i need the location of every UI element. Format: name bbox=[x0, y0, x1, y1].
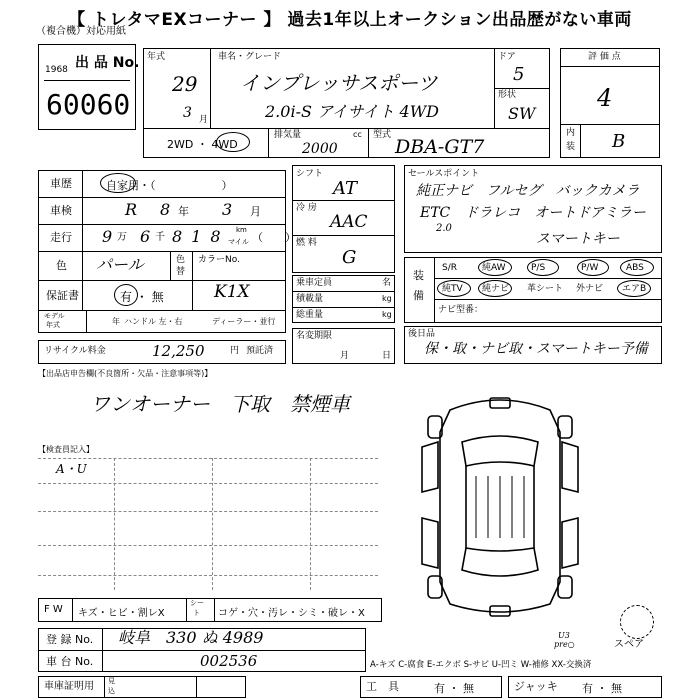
equip-pw-circle bbox=[577, 259, 609, 276]
equip-sr: S/R bbox=[442, 263, 457, 273]
equip-aw-circle bbox=[478, 259, 512, 276]
equip-tv-circle bbox=[437, 280, 471, 297]
history-label: 車歴 bbox=[50, 177, 72, 190]
sub-note: （複合機）対応用紙 bbox=[36, 26, 126, 37]
shape-value: SW bbox=[508, 104, 536, 123]
drive-circle bbox=[216, 132, 250, 152]
warranty-circle bbox=[114, 284, 138, 306]
equip-airbag-circle bbox=[617, 280, 651, 297]
color-label: 色 bbox=[56, 259, 67, 272]
name-change-unit: 月 bbox=[340, 351, 350, 361]
shift-label: シフト bbox=[296, 169, 324, 179]
interior-label-top: 内 bbox=[566, 128, 576, 138]
tools-label: 工 具 bbox=[366, 680, 399, 693]
inspection-era: R bbox=[125, 200, 138, 219]
model-code-label: 型式 bbox=[373, 130, 392, 140]
inspector-value: A・U bbox=[56, 462, 87, 476]
equip-leather: 革シート bbox=[527, 284, 564, 294]
grid-line bbox=[212, 458, 213, 590]
mileage-man-unit: 万 bbox=[117, 232, 127, 243]
warranty-none: 無 bbox=[151, 290, 164, 304]
damage-legend: A-キズ C-腐食 E-エクボ S-サビ U-凹ミ W-補修 XX-交換済 bbox=[370, 660, 592, 670]
sales-point-line2-note: 2.0 bbox=[436, 223, 452, 234]
equip-nav: 純ナビ bbox=[482, 284, 510, 294]
grid-line bbox=[38, 511, 378, 512]
mileage-bracket: （ ） bbox=[252, 231, 296, 244]
divider bbox=[38, 224, 286, 225]
inspection-year-unit: 年 bbox=[178, 205, 189, 218]
divider bbox=[72, 598, 73, 622]
inspection-month-unit: 月 bbox=[250, 205, 261, 218]
shift-value: AT bbox=[333, 178, 358, 199]
inspection-label: 車検 bbox=[50, 204, 72, 217]
divider bbox=[38, 650, 366, 651]
equip-ps-circle bbox=[527, 259, 559, 276]
load-label: 積載量 bbox=[296, 294, 324, 304]
divider bbox=[104, 676, 105, 698]
listing-no-label: 出 品 No. bbox=[75, 55, 140, 71]
inspector-label: 【検査員記入】 bbox=[38, 445, 94, 454]
color-value: パール bbox=[96, 255, 144, 274]
displacement-label: 排気量 bbox=[274, 130, 302, 140]
recycle-value: 12,250 bbox=[152, 342, 205, 360]
grid-line bbox=[38, 458, 378, 459]
capacity-label: 乗車定員 bbox=[296, 278, 333, 288]
gross-unit: kg bbox=[382, 310, 392, 319]
interior-value: B bbox=[612, 131, 626, 152]
divider bbox=[292, 307, 395, 308]
notes-label: 【出品店申告欄(不良箇所・欠品・注意事項等)】 bbox=[38, 369, 213, 378]
load-unit: kg bbox=[382, 294, 392, 303]
recycle-note: 預託済 bbox=[246, 346, 274, 356]
jack-label: ジャッキ bbox=[514, 680, 558, 693]
divider bbox=[292, 291, 395, 292]
door-label: ドア bbox=[498, 52, 516, 62]
listing-small-code: 1968 bbox=[45, 65, 68, 75]
divider bbox=[38, 280, 286, 281]
expiry-label2-bottom: 込 bbox=[108, 687, 115, 695]
name-change-unit2: 日 bbox=[382, 351, 392, 361]
tools-has: 有 bbox=[434, 682, 445, 695]
divider bbox=[434, 299, 662, 300]
handle-option: ハンドル 左・右 bbox=[124, 317, 183, 326]
divider bbox=[368, 128, 369, 158]
color-change-label-bottom: 替 bbox=[176, 267, 186, 277]
warranty-sep: ・ bbox=[135, 290, 148, 304]
header-banner: 【 トレタマEXコーナー 】 過去1年以上オークション出品歴がない車両 bbox=[68, 9, 632, 30]
expiry-label2-top: 見 bbox=[108, 677, 115, 685]
inspection-year: 8 bbox=[160, 200, 171, 219]
equip-ps: P/S bbox=[531, 263, 546, 273]
divider bbox=[560, 66, 660, 67]
mileage-unit-km: km bbox=[236, 226, 247, 234]
registration-value: 岐阜 330 ぬ 4989 bbox=[118, 628, 264, 647]
model-grade: 2.0i-S アイサイト 4WD bbox=[265, 102, 439, 121]
seat-label-top: シー bbox=[190, 599, 204, 607]
divider bbox=[214, 598, 215, 622]
mileage-sen-unit: 千 bbox=[155, 232, 165, 243]
model-year-unit: 年 bbox=[112, 317, 120, 326]
gross-label: 総重量 bbox=[296, 310, 324, 320]
model-label: 車名・グレード bbox=[218, 52, 282, 62]
sales-point-label: セールスポイント bbox=[408, 169, 480, 179]
ac-value: AAC bbox=[330, 212, 368, 232]
jack-sep: ・ bbox=[596, 682, 608, 695]
color-no-label: カラーNo. bbox=[198, 255, 240, 265]
displacement-value: 2000 bbox=[302, 141, 338, 157]
divider bbox=[196, 676, 197, 698]
equip-airbag: エアB bbox=[622, 284, 647, 294]
equip-aw: 純AW bbox=[482, 263, 506, 273]
jack-none: 無 bbox=[611, 682, 622, 695]
drive-4wd: 4WD bbox=[211, 138, 238, 151]
dealer-option: ディーラー・並行 bbox=[212, 317, 276, 326]
divider bbox=[434, 278, 662, 279]
divider bbox=[143, 128, 550, 129]
equipment-label-top: 装 bbox=[413, 269, 424, 282]
door-value: 5 bbox=[513, 64, 525, 85]
divider bbox=[38, 197, 286, 198]
drive-sep: ・ bbox=[196, 138, 208, 151]
spare-tire-icon bbox=[620, 605, 654, 639]
divider bbox=[292, 200, 395, 201]
grid-line bbox=[114, 458, 115, 590]
mileage-digits: 818 bbox=[172, 227, 230, 246]
warranty-has: 有 bbox=[120, 290, 133, 304]
recycle-label: リサイクル料金 bbox=[44, 346, 106, 356]
model-code-value: DBA-GT7 bbox=[395, 136, 485, 158]
afterfit-value: 保・取・ナビ取・スマートキー予備 bbox=[424, 341, 648, 357]
divider bbox=[494, 88, 550, 89]
sales-point-line1: 純正ナビ フルセグ バックカメラ bbox=[416, 183, 640, 199]
inspection-month: 3 bbox=[222, 200, 233, 219]
divider bbox=[186, 598, 187, 622]
divider bbox=[292, 235, 395, 236]
divider bbox=[102, 628, 103, 672]
divider bbox=[86, 310, 87, 333]
fw-label: F W bbox=[44, 604, 63, 615]
afterfit-label: 後日品 bbox=[408, 329, 436, 339]
color-change-label-top: 色 bbox=[176, 255, 186, 265]
mileage-sen: 6 bbox=[140, 227, 151, 246]
equip-nav-code: ナビ型番： bbox=[438, 305, 484, 315]
month-value: 3 bbox=[183, 105, 192, 121]
capacity-unit: 名 bbox=[382, 278, 392, 288]
equip-pw: P/W bbox=[581, 263, 599, 273]
score-label: 評 価 点 bbox=[588, 52, 621, 62]
mileage-unit-mile: マイル bbox=[228, 238, 249, 246]
tools-options bbox=[434, 680, 474, 696]
equip-tv: 純TV bbox=[442, 284, 463, 294]
notes-value: ワンオーナー 下取 禁煙車 bbox=[90, 392, 350, 416]
car-damage-diagram bbox=[410, 392, 590, 622]
equip-nav-circle bbox=[478, 280, 512, 297]
year-value: 29 bbox=[172, 72, 198, 96]
mileage-man: 9 bbox=[102, 227, 113, 246]
divider bbox=[44, 80, 130, 81]
divider bbox=[170, 251, 171, 280]
tools-none: 無 bbox=[463, 682, 474, 695]
month-unit: 月 bbox=[199, 115, 209, 125]
fuel-label: 燃 料 bbox=[296, 238, 317, 248]
equipment-label-bottom: 備 bbox=[413, 289, 424, 302]
interior-label-bottom: 装 bbox=[566, 142, 576, 152]
seat-value: コゲ・穴・汚レ・シミ・破レ・X bbox=[218, 608, 365, 619]
warranty-label: 保証書 bbox=[46, 289, 79, 302]
history-circle bbox=[100, 173, 136, 193]
model-name: インプレッサスポーツ bbox=[240, 71, 438, 95]
model-year-label-top: モデル bbox=[44, 312, 65, 320]
divider bbox=[434, 257, 435, 323]
equip-ext-nav: 外ナビ bbox=[576, 284, 604, 294]
score-value: 4 bbox=[597, 84, 613, 112]
history-value: 自家用・（ ） bbox=[106, 179, 233, 192]
shape-label: 形状 bbox=[498, 90, 517, 100]
expiry-label: 車庫証明用 bbox=[44, 681, 94, 692]
divider bbox=[560, 124, 660, 125]
displacement-unit: cc bbox=[353, 130, 362, 139]
grid-line bbox=[38, 483, 378, 484]
divider bbox=[82, 170, 83, 310]
recycle-unit: 円 bbox=[230, 346, 240, 356]
grid-line bbox=[38, 575, 378, 576]
drive-2wd: 2WD bbox=[167, 138, 194, 151]
divider bbox=[38, 310, 286, 311]
seat-label-bottom: ト bbox=[193, 609, 200, 617]
diagram-note-line1: U3 bbox=[558, 631, 570, 640]
equip-abs-circle bbox=[620, 259, 654, 276]
grid-line bbox=[38, 545, 378, 546]
spare-label: スペア bbox=[614, 639, 644, 650]
chassis-label: 車 台 No. bbox=[46, 655, 94, 668]
model-year-label-bottom: 年式 bbox=[46, 321, 60, 329]
divider bbox=[580, 124, 581, 158]
jack-has: 有 bbox=[582, 682, 593, 695]
year-label: 年式 bbox=[147, 52, 166, 62]
ac-label: 冷 房 bbox=[296, 203, 317, 213]
color-no-value: K1X bbox=[214, 282, 250, 302]
sales-point-line3: スマートキー bbox=[536, 231, 620, 247]
divider bbox=[268, 128, 269, 158]
diagram-note-line2: pre○ bbox=[554, 640, 575, 649]
sales-point-line2: ETC ドラレコ オートドアミラー bbox=[420, 205, 646, 221]
listing-number: 60060 bbox=[46, 88, 131, 121]
tools-sep: ・ bbox=[448, 682, 460, 695]
chassis-value: 002536 bbox=[200, 652, 258, 670]
jack-options bbox=[582, 680, 622, 696]
equip-abs: ABS bbox=[626, 263, 644, 273]
divider bbox=[38, 251, 286, 252]
fuel-value: G bbox=[342, 247, 357, 268]
grid-line bbox=[310, 458, 311, 590]
name-change-label: 名変期限 bbox=[296, 331, 333, 341]
mileage-label: 走行 bbox=[50, 231, 72, 244]
divider bbox=[192, 251, 193, 310]
registration-label: 登 録 No. bbox=[46, 633, 94, 646]
divider bbox=[210, 48, 211, 128]
fw-value: キズ・ヒビ・割レX bbox=[78, 608, 165, 619]
